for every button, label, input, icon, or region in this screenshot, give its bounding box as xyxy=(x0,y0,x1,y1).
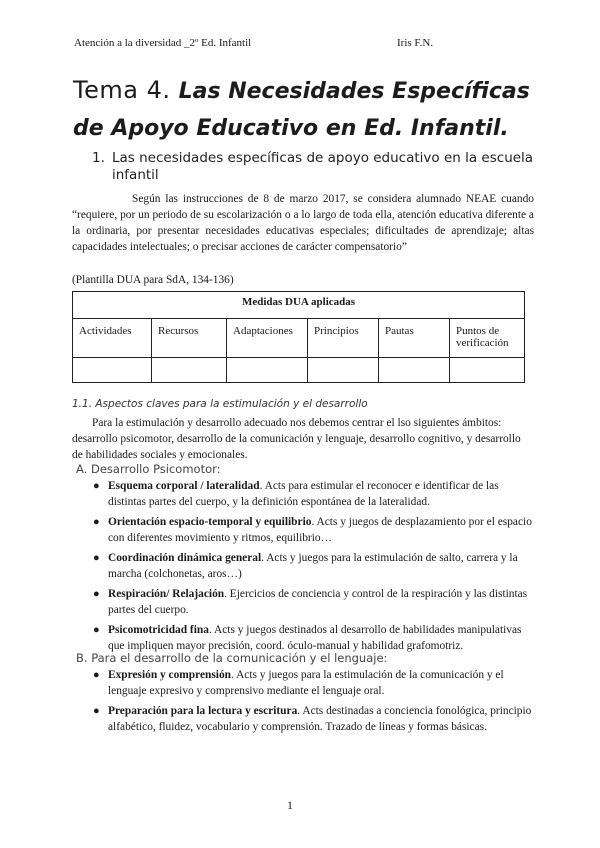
bullet-icon: ● xyxy=(93,552,100,564)
dua-col-recursos: Recursos xyxy=(152,319,227,358)
title-emphasis: Las Necesidades Específicas de Apoyo Educativo en Ed. Infantil. xyxy=(73,79,530,141)
dua-table xyxy=(72,291,525,383)
list-item-text: . Acts y juegos de desplazamiento por el espacio con diferentes movimiento y ritmos, equilibrio… xyxy=(108,516,532,544)
list-item-text: . Acts y juegos para la estimulación de la comunicación y el lenguaje expresivo y comprensivo mediante el lenguaje oral. xyxy=(108,669,504,697)
list-item-text: . Ejercicios de conciencia y control de la respiración y las distintas partes del cuerpo. xyxy=(108,588,528,616)
dua-cell xyxy=(227,358,308,383)
page-title xyxy=(73,72,553,147)
list-item xyxy=(92,622,532,654)
list-item-text: . Acts y juegos para la estimulación de salto, carrera y la marcha (colchonetas, aros…) xyxy=(108,552,518,580)
list-item-text: . Acts destinadas a conciencia fonológica, principio alfabético, fluidez, vocabulario y comprensión. Trazado de líneas y formas básicas. xyxy=(108,705,532,733)
list-item-term: Psicomotricidad fina xyxy=(108,624,209,636)
subsection-a-heading: A. Desarrollo Psicomotor: xyxy=(76,462,221,476)
list-item xyxy=(92,550,532,582)
language-list xyxy=(92,667,532,739)
header-left: Atención a la diversidad _2º Ed. Infantil xyxy=(74,37,252,49)
section-1-number: 1. xyxy=(92,150,105,166)
section-1-heading xyxy=(92,150,542,184)
list-item xyxy=(92,703,532,735)
header-author: Iris F.N. xyxy=(397,37,434,49)
dua-col-pautas: Pautas xyxy=(379,319,450,358)
list-item xyxy=(92,514,532,546)
dua-col-principios: Principios xyxy=(308,319,379,358)
bullet-icon: ● xyxy=(93,588,100,600)
title-prefix: Tema 4. xyxy=(73,76,179,104)
bullet-icon: ● xyxy=(93,705,100,717)
section-1-text: Las necesidades específicas de apoyo educativo en la escuela infantil xyxy=(112,150,534,183)
list-item-term: Esquema corporal / lateralidad xyxy=(108,480,260,492)
list-item-text: . Acts para estimular el reconocer e identificar de las distintas partes del cuerpo, y la definición espontánea de la lateralidad. xyxy=(108,480,499,508)
page-number: 1 xyxy=(287,798,293,812)
neae-definition: Según las instrucciones de 8 de marzo 2017, se considera alumnado NEAE cuando “requiere, por un periodo de su escolarización o a lo largo de toda ella, atención educativa diferente a la ordinaria, por presentar necesidades educativas especiales; dificultades de aprendizaje; altas capacidades intelectuales; o precisar acciones de carácter compensatorio” xyxy=(72,193,534,253)
dua-cell xyxy=(73,358,152,383)
list-item-term: Respiración/ Relajación xyxy=(108,588,225,600)
bullet-icon: ● xyxy=(93,480,100,492)
list-item xyxy=(92,586,532,618)
bullet-icon: ● xyxy=(93,669,100,681)
dua-cell xyxy=(308,358,379,383)
dua-col-puntos: Puntos de verificación xyxy=(450,319,525,358)
bullet-icon: ● xyxy=(93,624,100,636)
intro-paragraph: Para la estimulación y desarrollo adecuado nos debemos centrar el lso siguientes ámbitos: desarrollo psicomotor, desarrollo de la comunicación y lenguaje, desarrollo cognitivo, y desarrollo de habilidades sociales y emocionales. xyxy=(72,417,521,461)
bullet-icon: ● xyxy=(93,516,100,528)
subsection-b-heading: B. Para el desarrollo de la comunicación y el lenguaje: xyxy=(76,651,388,665)
dua-cell xyxy=(152,358,227,383)
dua-cell xyxy=(450,358,525,383)
dua-cell xyxy=(379,358,450,383)
list-item-term: Preparación para la lectura y escritura xyxy=(108,705,298,717)
dua-col-actividades: Actividades xyxy=(73,319,152,358)
plantilla-reference: (Plantilla DUA para SdA, 134-136) xyxy=(72,274,234,286)
list-item-term: Orientación espacio-temporal y equilibrio xyxy=(108,516,312,528)
subsection-1-1-heading: 1.1. Aspectos claves para la estimulación y el desarrollo xyxy=(72,398,368,410)
list-item-term: Coordinación dinámica general xyxy=(108,552,262,564)
list-item xyxy=(92,667,532,699)
list-item-text: . Acts y juegos destinados al desarrollo de habilidades manipulativas que impliquen mayor precisión, coord. óculo-manual y habilidad grafomotriz. xyxy=(108,624,522,652)
dua-table-caption: Medidas DUA aplicadas xyxy=(73,292,525,319)
psychomotor-list xyxy=(92,478,532,658)
list-item xyxy=(92,478,532,510)
list-item-term: Expresión y comprensión xyxy=(108,669,231,681)
dua-col-adaptaciones: Adaptaciones xyxy=(227,319,308,358)
